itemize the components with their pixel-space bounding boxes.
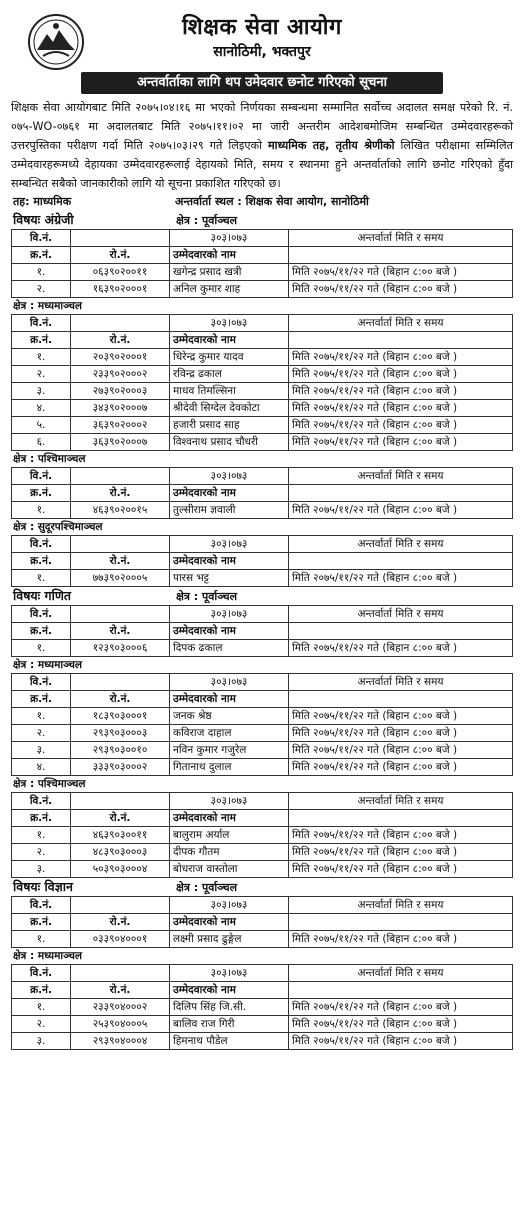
serial-number: २. [12,366,71,383]
roll-header: रो.नं. [71,485,170,502]
advertisement-row [12,897,513,914]
candidate-name-header: उम्मेदवारको नाम [170,485,289,502]
candidate-name-header: उम्मेदवारको नाम [170,982,289,999]
candidate-name: अनिल कुमार शाह [170,281,289,298]
schedule-header-spacer [289,623,513,640]
interview-schedule: मिति २०७५/११/२२ गते (बिहान ८:०० बजे ) [289,434,513,451]
subject-title: विषयः अंग्रेजी [13,212,74,227]
serial-number: ३. [12,383,71,400]
roll-number: ४६३९०३००११ [71,827,170,844]
interview-header: अन्तर्वार्ता मिति र समय [289,315,513,332]
interview-header: अन्तर्वार्ता मिति र समय [289,897,513,914]
serial-number: ४. [12,400,71,417]
advertisement-no-value: ३०३।०७३ [170,897,289,914]
candidate-table [11,229,513,298]
interview-schedule: मिति २०७५/११/२२ गते (बिहान ८:०० बजे ) [289,349,513,366]
column-header-row [12,914,513,931]
roll-number: २९३९०३००१० [71,742,170,759]
roll-number: ०३३९०४०००१ [71,931,170,948]
interview-header: अन्तर्वार्ता मिति र समय [289,965,513,982]
column-header-row [12,691,513,708]
interview-schedule: मिति २०७५/११/२२ गते (बिहान ८:०० बजे ) [289,502,513,519]
advertisement-no-value: ३०३।०७३ [170,965,289,982]
interview-header: अन्तर्वार्ता मिति र समय [289,536,513,553]
interview-schedule: मिति २०७५/११/२२ गते (बिहान ८:०० बजे ) [289,570,513,587]
region-title: क्षेत्र : सुदूरपश्चिमाञ्चल [13,521,103,533]
roll-number: ३६३९०२०००७ [71,434,170,451]
table-row [12,434,513,451]
advertisement-no-value: ३०३।०७३ [170,468,289,485]
subject-heading-row [11,587,513,605]
serial-number: २. [12,281,71,298]
table-row [12,417,513,434]
serial-number: १. [12,827,71,844]
table-row [12,742,513,759]
candidate-name-header: उम्मेदवारको नाम [170,914,289,931]
serial-number: ४. [12,759,71,776]
candidate-name: धिरेन्द्र कुमार यादव [170,349,289,366]
candidate-name: गितानाथ दुलाल [170,759,289,776]
schedule-header-spacer [289,810,513,827]
interview-schedule: मिति २०७५/११/२२ गते (बिहान ८:०० बजे ) [289,1016,513,1033]
interview-schedule: मिति २०७५/११/२२ गते (बिहान ८:०० बजे ) [289,725,513,742]
table-row [12,281,513,298]
roll-number: १२३९०३०००६ [71,640,170,657]
roll-number: १८३९०३०००१ [71,708,170,725]
advertisement-row [12,965,513,982]
schedule-header-spacer [289,247,513,264]
notice-body-text-2: लिखित परीक्षामा सम्मिलित उम्मेदवारहरूमध्ये देहायका उम्मेदवारहरूलाई देहायको मिति, समय र स्थानमा हुने अन्तर्वार्ताको लागि छनोट गरिएको हुँदा सम्बन्धित सबैको जानकारीको लागि यो सूचना प्रकाशित गरिएको छ। [11,139,513,190]
table-row [12,861,513,878]
table-row [12,1016,513,1033]
advertisement-row [12,536,513,553]
advertisement-no-value: ३०३।०७३ [170,230,289,247]
table-row [12,708,513,725]
roll-number: ४६३९०२००१५ [71,502,170,519]
venue-label: अन्तर्वार्ता स्थल : शिक्षक सेवा आयोग, सानोठिमी [175,195,369,208]
interview-schedule: मिति २०७५/११/२२ गते (बिहान ८:०० बजे ) [289,400,513,417]
candidate-name: बोधराज वास्तोला [170,861,289,878]
serial-number: ३. [12,1033,71,1050]
serial-number: ५. [12,417,71,434]
roll-number: २३३९०४०००२ [71,999,170,1016]
advertisement-no-value: ३०३।०७३ [170,606,289,623]
advertisement-row [12,468,513,485]
roll-header: रो.नं. [71,247,170,264]
candidate-name: खगेन्द्र प्रसाद खत्री [170,264,289,281]
candidate-name: विश्वनाथ प्रसाद चौधरी [170,434,289,451]
candidate-name: रविन्द्र ढकाल [170,366,289,383]
advertisement-row [12,230,513,247]
schedule-header-spacer [289,914,513,931]
notice-title: अन्तर्वार्ताका लागि थप उमेदवार छनोट गरिएको सूचना [81,72,443,94]
table-row [12,844,513,861]
notice-body-text-1: शिक्षक सेवा आयोगबाट मिति २०७५।०४।१६ मा भएको निर्णयका सम्बन्धमा सम्मानित सर्वोच्च अदालत समक्ष परेको रि. नं. ०७५-WO-०७६१ मा अदालतबाट मिति २०७५।११।०२ मा जारी अन्तरीम आदेशबमोजिम सम्बन्धित उम्मेदवारहरूको उत्तरपुस्तिका परीक्षण गर्दा मिति २०७५।०३।२९ गते लिइएको [11,101,513,152]
table-row [12,1033,513,1050]
roll-number: ३३३९०३०००२ [71,759,170,776]
table-row [12,640,513,657]
advertisement-spacer [71,793,170,810]
table-row [12,366,513,383]
roll-number: २५३९०४०००५ [71,1016,170,1033]
candidate-name-header: उम्मेदवारको नाम [170,553,289,570]
advertisement-no-label: वि.नं. [12,536,71,553]
serial-number: १. [12,708,71,725]
serial-header: क्र.नं. [12,810,71,827]
candidate-name-header: उम्मेदवारको नाम [170,623,289,640]
advertisement-row [12,793,513,810]
serial-number: १. [12,640,71,657]
candidate-name: बालिव राज गिरी [170,1016,289,1033]
candidate-name: नविन कुमार गजुरेल [170,742,289,759]
advertisement-no-value: ३०३।०७३ [170,793,289,810]
roll-number: ७७३९०२०००५ [71,570,170,587]
column-header-row [12,623,513,640]
serial-number: १. [12,264,71,281]
candidate-name: दिपक ढकाल [170,640,289,657]
advertisement-no-value: ३०३।०७३ [170,315,289,332]
serial-number: १. [12,999,71,1016]
notice-body [11,98,513,193]
organization-address: सानोठिमी, भक्तपुर [213,44,311,60]
interview-schedule: मिति २०७५/११/२२ गते (बिहान ८:०० बजे ) [289,999,513,1016]
candidate-name-header: उम्मेदवारको नाम [170,691,289,708]
interview-schedule: मिति २०७५/११/२२ गते (बिहान ८:०० बजे ) [289,931,513,948]
candidate-name: श्रीदेवी सिग्देल देवकोटा [170,400,289,417]
candidate-name: तुल्सीराम ज्ञवाली [170,502,289,519]
interview-schedule: मिति २०७५/११/२२ गते (बिहान ८:०० बजे ) [289,1033,513,1050]
candidate-table [11,535,513,587]
interview-schedule: मिति २०७५/११/२२ गते (बिहान ८:०० बजे ) [289,366,513,383]
region-title: क्षेत्र : मध्यमाञ्चल [13,300,83,312]
advertisement-no-label: वि.नं. [12,606,71,623]
roll-header: रो.नं. [71,553,170,570]
serial-number: २. [12,1016,71,1033]
interview-header: अन्तर्वार्ता मिति र समय [289,793,513,810]
advertisement-no-label: वि.नं. [12,674,71,691]
candidate-name: कविराज दाहाल [170,725,289,742]
interview-header: अन्तर्वार्ता मिति र समय [289,674,513,691]
serial-header: क्र.नं. [12,485,71,502]
advertisement-no-label: वि.नं. [12,897,71,914]
roll-number: ३४३९०२०००७ [71,400,170,417]
interview-schedule: मिति २०७५/११/२२ गते (बिहान ८:०० बजे ) [289,759,513,776]
column-header-row [12,810,513,827]
region-title: क्षेत्र : पूर्वाञ्चल [176,214,238,227]
meta-row [11,193,513,211]
schedule-header-spacer [289,691,513,708]
advertisement-spacer [71,674,170,691]
roll-number: २३३९०२०००२ [71,366,170,383]
advertisement-row [12,315,513,332]
table-row [12,502,513,519]
roll-header: रो.नं. [71,332,170,349]
serial-number: २. [12,725,71,742]
candidate-name: दिलिप सिंह जि.सी. [170,999,289,1016]
interview-schedule: मिति २०७५/११/२२ गते (बिहान ८:०० बजे ) [289,827,513,844]
schedule-header-spacer [289,553,513,570]
advertisement-no-label: वि.नं. [12,468,71,485]
subject-heading-row [11,211,513,229]
serial-number: १. [12,570,71,587]
region-title: क्षेत्र : पूर्वाञ्चल [176,590,238,603]
table-row [12,264,513,281]
schedule-header-spacer [289,332,513,349]
column-header-row [12,982,513,999]
notice-header [11,6,513,68]
candidate-name: माधव तिमल्सिना [170,383,289,400]
roll-number: २०३९०२०००१ [71,349,170,366]
region-title: क्षेत्र : पश्चिमाञ्चल [13,453,86,465]
advertisement-spacer [71,965,170,982]
interview-schedule: मिति २०७५/११/२२ गते (बिहान ८:०० बजे ) [289,708,513,725]
candidate-name: पारस भट्ट [170,570,289,587]
table-row [12,999,513,1016]
advertisement-spacer [71,230,170,247]
serial-number: ३. [12,742,71,759]
serial-header: क्र.नं. [12,982,71,999]
interview-header: अन्तर्वार्ता मिति र समय [289,468,513,485]
column-header-row [12,553,513,570]
serial-header: क्र.नं. [12,623,71,640]
candidate-name: लक्ष्मी प्रसाद ढुङ्गेल [170,931,289,948]
candidate-name: हिमनाथ पौडेल [170,1033,289,1050]
interview-schedule: मिति २०७५/११/२२ गते (बिहान ८:०० बजे ) [289,861,513,878]
candidate-table [11,314,513,451]
notice-body-emphasis: माध्यमिक तह, तृतीय श्रेणीको [267,139,395,152]
subject-title: विषयः गणित [13,588,71,603]
column-header-row [12,247,513,264]
candidate-table [11,964,513,1050]
advertisement-no-label: वि.नं. [12,793,71,810]
candidate-table [11,896,513,948]
column-header-row [12,332,513,349]
interview-schedule: मिति २०७५/११/२२ गते (बिहान ८:०० बजे ) [289,844,513,861]
table-row [12,725,513,742]
interview-schedule: मिति २०७५/११/२२ गते (बिहान ८:०० बजे ) [289,264,513,281]
candidate-name-header: उम्मेदवारको नाम [170,247,289,264]
region-title: क्षेत्र : पूर्वाञ्चल [176,881,238,894]
organization-name: शिक्षक सेवा आयोग [182,15,342,40]
advertisement-row [12,606,513,623]
roll-header: रो.नं. [71,691,170,708]
interview-schedule: मिति २०७५/११/२२ गते (बिहान ८:०० बजे ) [289,383,513,400]
advertisement-no-label: वि.नं. [12,315,71,332]
advertisement-row [12,674,513,691]
serial-number: ६. [12,434,71,451]
table-row [12,349,513,366]
advertisement-spacer [71,468,170,485]
level-label: तह: माध्यमिक [13,195,72,208]
advertisement-no-value: ३०३।०७३ [170,536,289,553]
column-header-row [12,485,513,502]
candidate-table [11,467,513,519]
serial-header: क्र.नं. [12,247,71,264]
advertisement-no-label: वि.नं. [12,230,71,247]
candidate-lists [11,211,513,1050]
subject-title: विषयः विज्ञान [13,879,73,894]
serial-number: १. [12,931,71,948]
roll-number: ३६३९०२०००२ [71,417,170,434]
interview-schedule: मिति २०७५/११/२२ गते (बिहान ८:०० बजे ) [289,281,513,298]
candidate-name: जनक श्रेष्ठ [170,708,289,725]
table-row [12,383,513,400]
table-row [12,931,513,948]
candidate-table [11,792,513,878]
region-title: क्षेत्र : पश्चिमाञ्चल [13,778,86,790]
interview-header: अन्तर्वार्ता मिति र समय [289,230,513,247]
roll-number: २९३९०३०००३ [71,725,170,742]
roll-number: ०६३९०२००११ [71,264,170,281]
interview-schedule: मिति २०७५/११/२२ गते (बिहान ८:०० बजे ) [289,417,513,434]
roll-header: रो.नं. [71,982,170,999]
serial-number: १. [12,502,71,519]
advertisement-spacer [71,606,170,623]
schedule-header-spacer [289,982,513,999]
candidate-table [11,605,513,657]
candidate-table [11,673,513,776]
advertisement-spacer [71,897,170,914]
advertisement-no-value: ३०३।०७३ [170,674,289,691]
candidate-name: बालुराम अर्याल [170,827,289,844]
region-title: क्षेत्र : मध्यमाञ्चल [13,659,83,671]
advertisement-spacer [71,536,170,553]
table-row [12,570,513,587]
advertisement-no-label: वि.नं. [12,965,71,982]
candidate-name: हजारी प्रसाद साह [170,417,289,434]
serial-number: २. [12,844,71,861]
interview-header: अन्तर्वार्ता मिति र समय [289,606,513,623]
table-row [12,827,513,844]
interview-schedule: मिति २०७५/११/२२ गते (बिहान ८:०० बजे ) [289,742,513,759]
serial-header: क्र.नं. [12,553,71,570]
serial-number: ३. [12,861,71,878]
serial-header: क्र.नं. [12,691,71,708]
table-row [12,400,513,417]
roll-header: रो.नं. [71,623,170,640]
serial-header: क्र.नं. [12,914,71,931]
roll-number: २७३९०२०००३ [71,383,170,400]
region-title: क्षेत्र : मध्यमाञ्चल [13,950,83,962]
roll-number: २९३९०४०००४ [71,1033,170,1050]
candidate-name: दीपक गौतम [170,844,289,861]
roll-header: रो.नं. [71,810,170,827]
candidate-name-header: उम्मेदवारको नाम [170,332,289,349]
serial-header: क्र.नं. [12,332,71,349]
candidate-name-header: उम्मेदवारको नाम [170,810,289,827]
roll-number: ४८३९०३०००३ [71,844,170,861]
table-row [12,759,513,776]
advertisement-spacer [71,315,170,332]
roll-number: १६३९०२०००१ [71,281,170,298]
roll-number: ५०३९०३०००४ [71,861,170,878]
roll-header: रो.नं. [71,914,170,931]
interview-schedule: मिति २०७५/११/२२ गते (बिहान ८:०० बजे ) [289,640,513,657]
subject-heading-row [11,878,513,896]
serial-number: १. [12,349,71,366]
schedule-header-spacer [289,485,513,502]
